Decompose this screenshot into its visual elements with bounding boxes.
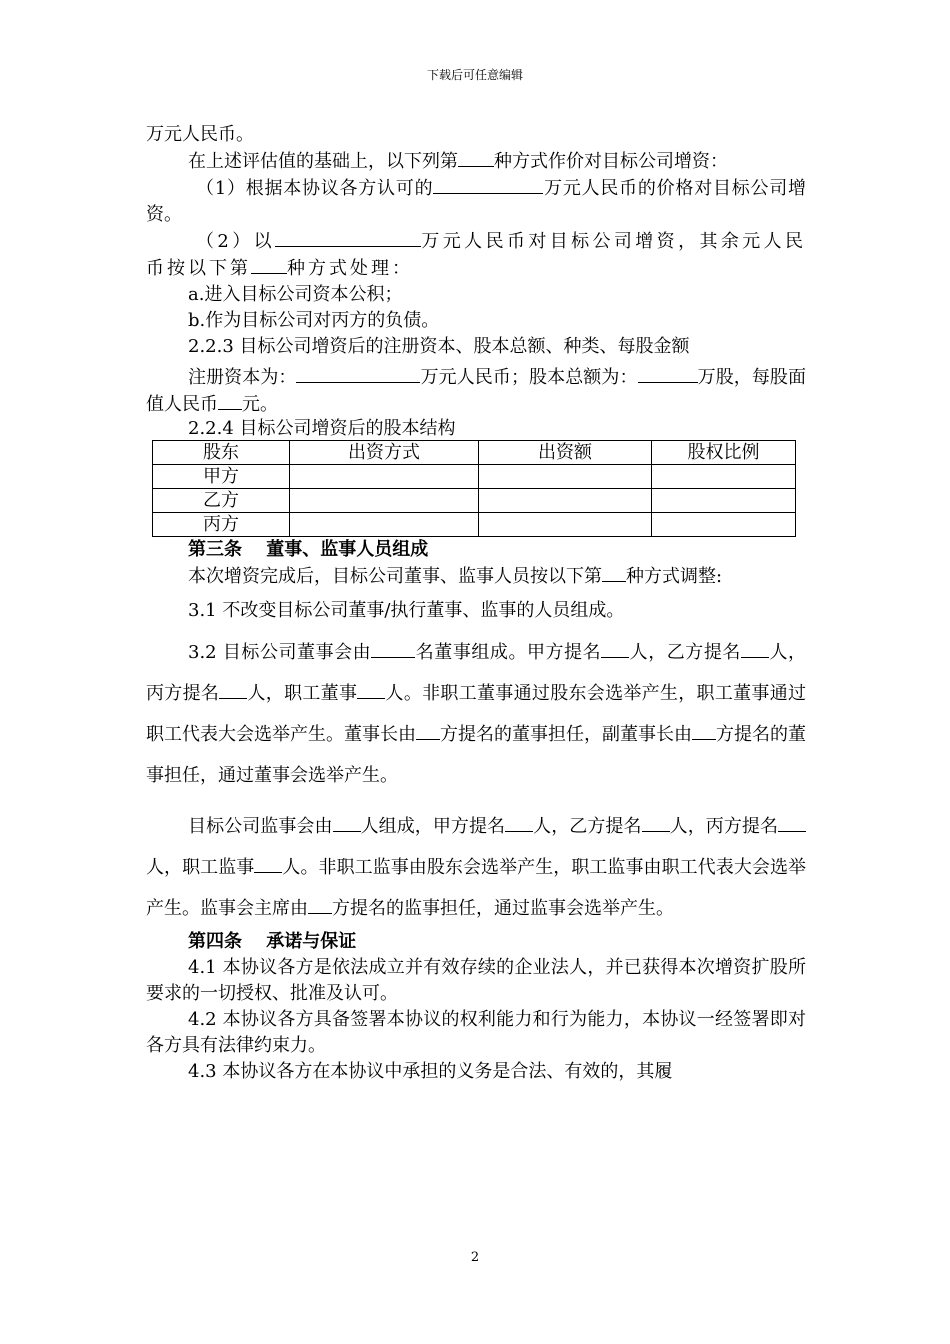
table-header-cell: 股东 xyxy=(153,441,290,465)
text: 万元人民币。 xyxy=(146,124,254,145)
text: b.作为目标公司对丙方的负债。 xyxy=(188,310,440,331)
text: 名董事组成。甲方提名 xyxy=(415,642,602,663)
table-header-cell: 股权比例 xyxy=(652,441,796,465)
text: （2）以 xyxy=(196,231,276,252)
table-cell-shareholder: 乙方 xyxy=(153,489,290,513)
text: 人，职工董事 xyxy=(247,683,358,704)
text: 种方式调整: xyxy=(626,566,723,587)
fill-blank xyxy=(296,364,420,383)
table-cell xyxy=(290,465,479,489)
text: 万元人民币的价格对目标公司增资。 xyxy=(146,178,806,225)
fill-blank xyxy=(601,639,629,658)
text: 人组成，甲方提名 xyxy=(360,816,506,837)
paragraph xyxy=(146,364,806,418)
paragraph xyxy=(146,563,806,590)
paragraph xyxy=(146,598,806,624)
page-number: 2 xyxy=(470,1250,480,1265)
text: 人，乙方提名 xyxy=(629,642,741,663)
paragraph xyxy=(146,334,806,360)
text: 本次增资完成后，目标公司董事、监事人员按以下第 xyxy=(188,566,602,587)
table-cell xyxy=(479,465,652,489)
fill-blank xyxy=(741,639,769,658)
page-header: 下载后可任意编辑 xyxy=(426,68,523,82)
table-cell xyxy=(652,513,796,537)
fill-blank xyxy=(416,721,440,740)
fill-blank xyxy=(219,680,247,699)
text: 人，乙方提名 xyxy=(533,816,642,837)
fill-blank xyxy=(275,228,421,247)
paragraph xyxy=(146,308,806,334)
paragraph: 4.3 本协议各方在本协议中承担的义务是合法、有效的，其履 xyxy=(188,1061,673,1082)
table-header-row xyxy=(153,441,796,465)
text: 万元人民币；股本总额为： xyxy=(420,367,638,388)
fill-blank xyxy=(333,813,361,832)
paragraph xyxy=(146,175,806,228)
text: 种方式处理： xyxy=(287,258,413,279)
text: 注册资本为： xyxy=(188,367,297,388)
article-4-title: 第四条 承诺与保证 xyxy=(188,931,357,952)
document-body xyxy=(146,122,806,1085)
fill-blank xyxy=(642,813,670,832)
table-cell xyxy=(479,513,652,537)
text: 目标公司监事会由 xyxy=(188,816,333,837)
paragraph xyxy=(146,228,806,282)
table-row xyxy=(153,513,796,537)
text: （1）根据本协议各方认可的 xyxy=(196,178,434,199)
paragraph xyxy=(146,148,806,175)
paragraph xyxy=(146,806,806,929)
paragraph xyxy=(146,122,806,148)
text: 人。非职工监事由股东会选举产生，职工监事由职工代表大会选举产生。监事会主席由 xyxy=(146,857,806,919)
text: 人，职工监事 xyxy=(146,857,255,878)
table-row xyxy=(153,489,796,513)
text: 元。 xyxy=(242,394,278,415)
text: a.进入目标公司资本公积； xyxy=(188,284,403,305)
table-row xyxy=(153,465,796,489)
article-3-title: 第三条 董事、监事人员组成 xyxy=(188,539,429,560)
table-cell-shareholder: 甲方 xyxy=(153,465,290,489)
text: 在上述评估值的基础上，以下列第 xyxy=(188,151,458,172)
text: 人，丙方提名 xyxy=(146,642,807,704)
table-cell xyxy=(290,513,479,537)
table-cell xyxy=(290,489,479,513)
text: 2.2.3 目标公司增资后的注册资本、股本总额、种类、每股金额 xyxy=(188,336,690,357)
paragraph: 4.1 本协议各方是依法成立并有效存续的企业法人，并已获得本次增资扩股所要求的一切授权、批准及认可。 xyxy=(146,957,806,1004)
fill-blank xyxy=(458,148,494,167)
text: 方提名的董事担任，通过董事会选举产生。 xyxy=(146,724,806,786)
fill-blank xyxy=(254,854,282,873)
table-caption-number: 2.2.4 目标公司增资后的股本结构 xyxy=(188,418,456,439)
paragraph xyxy=(146,418,806,440)
text: 万股，每股面值人民币 xyxy=(146,367,807,415)
fill-blank xyxy=(778,813,806,832)
text: 人，丙方提名 xyxy=(669,816,779,837)
table-header-cell: 出资额 xyxy=(479,441,652,465)
paragraph xyxy=(146,282,806,308)
text: 方提名的董事担任，副董事长由 xyxy=(440,724,692,745)
fill-blank xyxy=(371,639,415,658)
fill-blank xyxy=(692,721,716,740)
text: 人。非职工董事通过股东会选举产生，职工董事通过职工代表大会选举产生。董事长由 xyxy=(146,683,807,745)
fill-blank xyxy=(218,391,242,410)
fill-blank xyxy=(505,813,533,832)
text: 3.2 目标公司董事会由 xyxy=(188,642,372,663)
table-cell xyxy=(479,489,652,513)
text: 方提名的监事担任，通过监事会选举产生。 xyxy=(332,898,674,919)
equity-structure-table xyxy=(152,440,796,537)
fill-blank xyxy=(357,680,385,699)
text: 种方式作价对目标公司增资： xyxy=(494,151,728,172)
paragraph: 4.2 本协议各方具备签署本协议的权利能力和行为能力，本协议一经签署即对各方具有法律约束力。 xyxy=(146,1009,806,1056)
text: 万元人民币对目标公司增资，其余元人民币按以下第 xyxy=(146,231,807,279)
fill-blank xyxy=(308,895,332,914)
fill-blank xyxy=(638,364,698,383)
table-cell-shareholder: 丙方 xyxy=(153,513,290,537)
fill-blank xyxy=(602,563,626,582)
paragraph xyxy=(146,632,806,796)
table-cell xyxy=(652,489,796,513)
fill-blank xyxy=(251,255,287,274)
table-cell xyxy=(652,465,796,489)
text: 3.1 不改变目标公司董事/执行董事、监事的人员组成。 xyxy=(188,600,625,621)
table-header-cell: 出资方式 xyxy=(290,441,479,465)
fill-blank xyxy=(433,175,543,194)
